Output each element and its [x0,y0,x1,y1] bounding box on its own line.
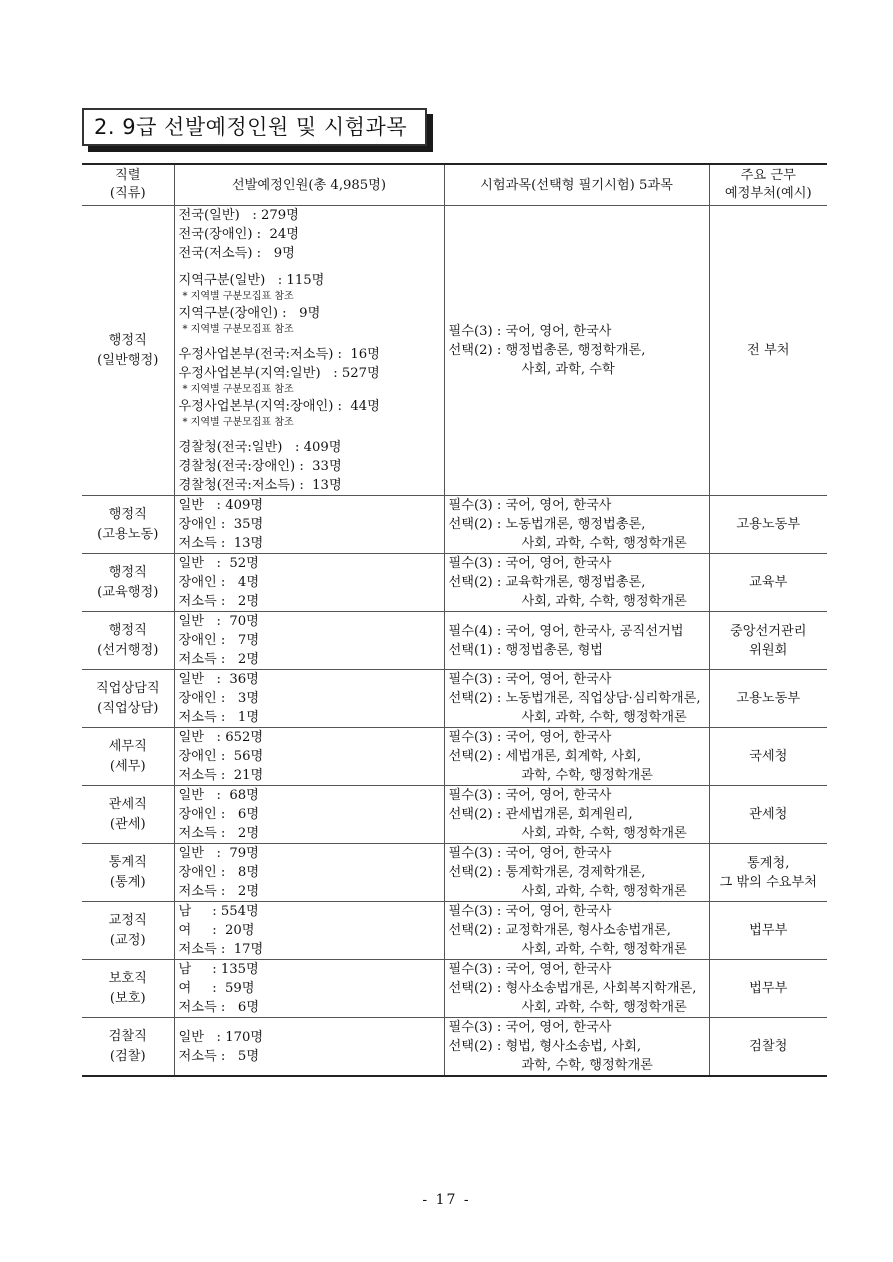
ministry-cell: 고용노동부 [709,496,827,554]
quota-cell: 남 : 135명 여 : 59명 저소득 : 6명 [174,960,444,1018]
ministry-cell: 교육부 [709,554,827,612]
subjects-cell: 필수(3) : 국어, 영어, 한국사 선택(2) : 교정학개론, 형사소송법개론, 사회, 과학, 수학, 행정학개론 [444,902,709,960]
subjects-cell: 필수(3) : 국어, 영어, 한국사 선택(2) : 노동법개론, 행정법총론, 사회, 과학, 수학, 행정학개론 [444,496,709,554]
quota-cell: 일반 : 68명 장애인 : 6명 저소득 : 2명 [174,786,444,844]
subjects-cell: 필수(3) : 국어, 영어, 한국사 선택(2) : 노동법개론, 직업상담·심리학개론, 사회, 과학, 수학, 행정학개론 [444,670,709,728]
ministry-cell: 중앙선거관리 위원회 [709,612,827,670]
job-cell: 행정직 (선거행정) [82,612,174,670]
ministry-cell: 법무부 [709,902,827,960]
subjects-cell: 필수(3) : 국어, 영어, 한국사 선택(2) : 행정법총론, 행정학개론, 사회, 과학, 수학 [444,206,709,496]
job-cell: 행정직 (교육행정) [82,554,174,612]
quota-cell: 일반 : 52명 장애인 : 4명 저소득 : 2명 [174,554,444,612]
job-cell: 행정직 (고용노동) [82,496,174,554]
table-row [82,554,827,612]
ministry-cell: 고용노동부 [709,670,827,728]
quota-cell: 일반 : 652명 장애인 : 56명 저소득 : 21명 [174,728,444,786]
quota-cell: 일반 : 70명 장애인 : 7명 저소득 : 2명 [174,612,444,670]
ministry-cell: 검찰청 [709,1018,827,1077]
header-ministry: 주요 근무 예정부처(예시) [709,164,827,206]
job-cell: 보호직 (보호) [82,960,174,1018]
page-number: - 17 - [422,1192,471,1208]
quota-cell: 일반 : 36명 장애인 : 3명 저소득 : 1명 [174,670,444,728]
quota-cell: 일반 : 79명 장애인 : 8명 저소득 : 2명 [174,844,444,902]
table-row [82,960,827,1018]
ministry-cell: 법무부 [709,960,827,1018]
table-row [82,1018,827,1077]
table-row [82,670,827,728]
subjects-cell: 필수(3) : 국어, 영어, 한국사 선택(2) : 형법, 형사소송법, 사회, 과학, 수학, 행정학개론 [444,1018,709,1077]
table-row [82,786,827,844]
subjects-cell: 필수(3) : 국어, 영어, 한국사 선택(2) : 형사소송법개론, 사회복지학개론, 사회, 과학, 수학, 행정학개론 [444,960,709,1018]
ministry-cell: 국세청 [709,728,827,786]
job-cell: 관세직 (관세) [82,786,174,844]
table-row [82,206,827,496]
header-subjects: 시험과목(선택형 필기시험) 5과목 [444,164,709,206]
header-job: 직렬 (직류) [82,164,174,206]
recruitment-table [82,163,827,1077]
table-row [82,728,827,786]
table-row [82,612,827,670]
job-cell: 통계직 (통계) [82,844,174,902]
quota-cell: 일반 : 170명 저소득 : 5명 [174,1018,444,1077]
header-quota: 선발예정인원(총 4,985명) [174,164,444,206]
subjects-cell: 필수(3) : 국어, 영어, 한국사 선택(2) : 관세법개론, 회계원리, 사회, 과학, 수학, 행정학개론 [444,786,709,844]
table-row [82,902,827,960]
section-title: 2. 9급 선발예정인원 및 시험과목 [82,108,427,146]
ministry-cell: 통계청, 그 밖의 수요부처 [709,844,827,902]
subjects-cell: 필수(3) : 국어, 영어, 한국사 선택(2) : 통계학개론, 경제학개론, 사회, 과학, 수학, 행정학개론 [444,844,709,902]
subjects-cell: 필수(3) : 국어, 영어, 한국사 선택(2) : 교육학개론, 행정법총론, 사회, 과학, 수학, 행정학개론 [444,554,709,612]
quota-cell: 남 : 554명 여 : 20명 저소득 : 17명 [174,902,444,960]
job-cell: 행정직 (일반행정) [82,206,174,496]
job-cell: 세무직 (세무) [82,728,174,786]
ministry-cell: 전 부처 [709,206,827,496]
subjects-cell: 필수(3) : 국어, 영어, 한국사 선택(2) : 세법개론, 회계학, 사회, 과학, 수학, 행정학개론 [444,728,709,786]
table-row [82,496,827,554]
job-cell: 직업상담직 (직업상담) [82,670,174,728]
table-row [82,844,827,902]
job-cell: 검찰직 (검찰) [82,1018,174,1077]
job-cell: 교정직 (교정) [82,902,174,960]
quota-cell: 일반 : 409명 장애인 : 35명 저소득 : 13명 [174,496,444,554]
subjects-cell: 필수(4) : 국어, 영어, 한국사, 공직선거법 선택(1) : 행정법총론, 형법 [444,612,709,670]
header-row [82,164,827,206]
quota-cell: 전국(일반) : 279명 전국(장애인) : 24명 전국(저소득) : 9명 지역구분(일반) : 115명 * 지역별 구분모집표 참조 지역구분(장애인) : 9명 * 지역별 구분모집표 참조 우정사업본부(전국:저소득) : 16명 우정사업본부(지역:일반) : 527명 * 지역별 구분모집표 참조 우정사업본부(지역:장애인) : 44명 * 지역별 구분모집표 참조 경찰청(전국:일반) : 409명 경찰청(전국:장애인) : 33명 경찰청(전국:저소득) : 13명 [174,206,444,496]
ministry-cell: 관세청 [709,786,827,844]
